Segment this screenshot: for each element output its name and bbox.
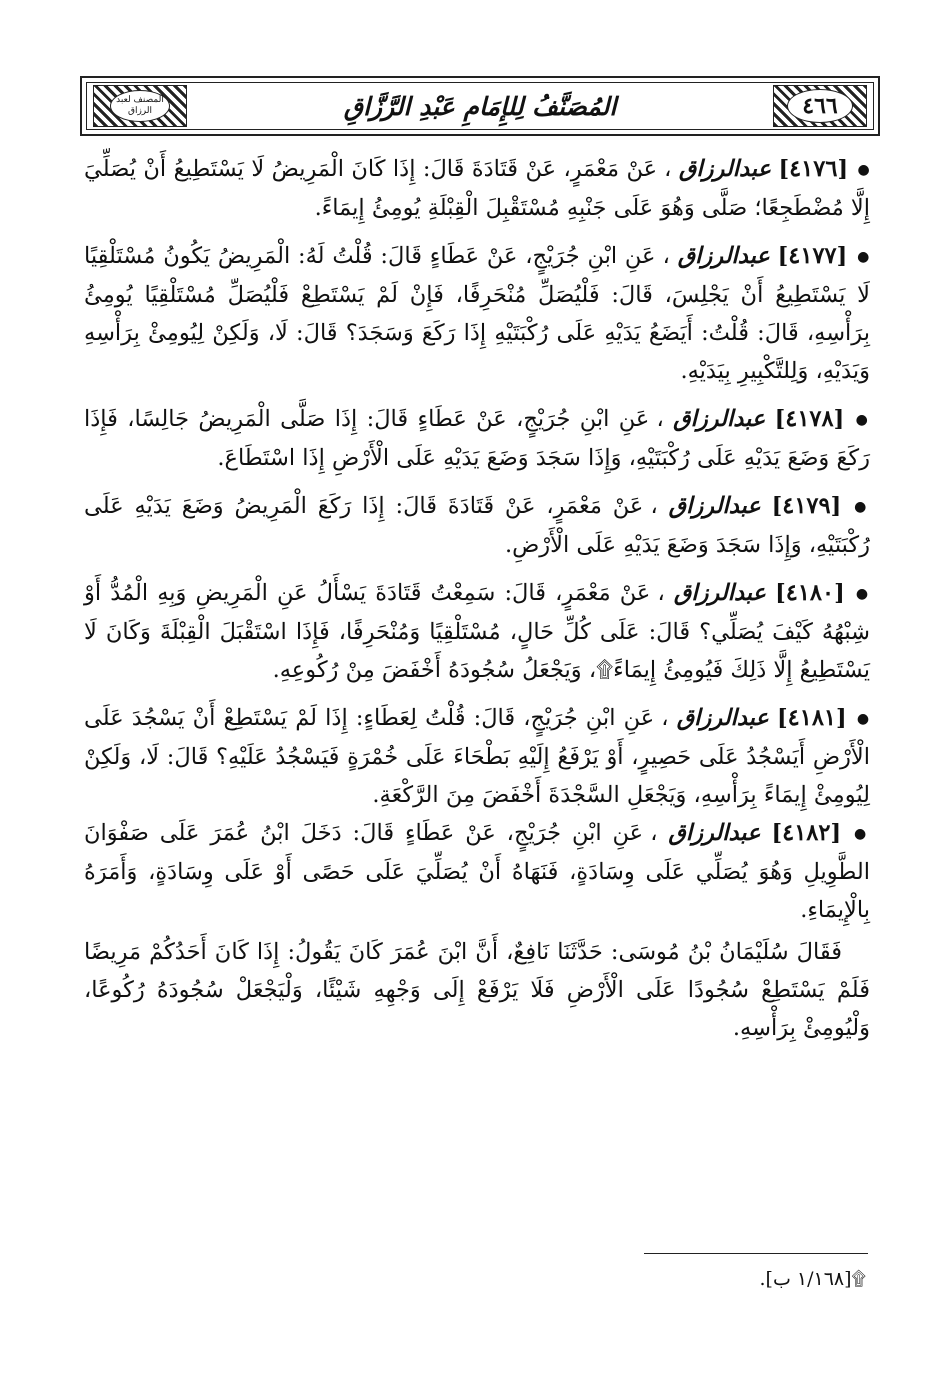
- hadith-4180: [84, 574, 870, 689]
- hadith-text: ، عَنِ ابْنِ جُرَيْجٍ، عَنْ عَطَاءٍ قَالَ: دَخَلَ ابْنُ عُمَرَ عَلَى صَفْوَانَ الطَّوِيلِ وَهُوَ يُصَلِّي عَلَى وِسَادَةٍ، فَنَهَاهُ أَنْ يُصَلِّيَ عَلَى حَصًى أَوْ عَلَى وِسَادَةٍ، وَأَمَرَهُ بِالْإِيمَاءِ.: [84, 820, 870, 923]
- book-logo: المصنف لعبد الرزاق: [110, 90, 170, 122]
- hadith-text: ، عَنِ ابْنِ جُرَيْجٍ، عَنْ عَطَاءٍ قَالَ: إِذَا صَلَّى الْمَرِيضُ جَالِسًا، فَإِذَا رَكَعَ وَضَعَ يَدَيْهِ عَلَى رُكْبَتَيْهِ، وَإِذَا سَجَدَ وَضَعَ يَدَيْهِ عَلَى الْأَرْضِ إِذَا اسْتَطَاعَ.: [84, 406, 870, 471]
- hadith-author: عبدالرزاق: [678, 156, 771, 182]
- hadith-number: [٤١٧٧]: [777, 243, 848, 269]
- page-number: ٤٦٦: [787, 89, 853, 123]
- hadith-text: ، عَنِ ابْنِ جُرَيْجٍ، قَالَ: قُلْتُ لِعَطَاءٍ: إِذَا لَمْ يَسْتَطِعْ أَنْ يَسْجُدَ عَلَى الْأَرْضِ أَيَسْجُدُ عَلَى حَصِيرٍ، أَوْ يَرْفَعُ إِلَيْهِ بَطْحَاءَ عَلَى خُمْرَةٍ فَيَسْجُدُ عَلَيْهِ؟ قَالَ: لَا، وَلَكِنْ لِيُومِئْ إِيمَاءً بِرَأْسِهِ، وَيَجْعَلِ السَّجْدَةَ أَخْفَضَ مِنَ الرَّكْعَةِ.: [84, 705, 870, 808]
- hadith-continuation: فَقَالَ سُلَيْمَانُ بْنُ مُوسَى: حَدَّثَنَا نَافِعٌ، أَنَّ ابْنَ عُمَرَ كَانَ يَقُولُ: إِذَا كَانَ أَحَدُكُمْ مَرِيضًا فَلَمْ يَسْتَطِعْ سُجُودًا عَلَى الْأَرْضِ فَلَا يَرْفَعْ إِلَى وَجْهِهِ شَيْئًا، وَلْيَجْعَلْ سُجُودَهُ رُكُوعًا، وَلْيُومِئْ بِرَأْسِهِ.: [84, 939, 870, 1041]
- logo-ornament: [93, 85, 187, 127]
- main-text: [84, 150, 870, 1047]
- hadith-number: [٤١٧٦]: [778, 156, 849, 182]
- hadith-4181: [84, 699, 870, 814]
- bullet-icon: ●: [857, 162, 871, 178]
- hadith-4176: [84, 150, 870, 227]
- hadith-author: عبدالرزاق: [673, 406, 766, 432]
- footnote-divider: [644, 1253, 868, 1254]
- hadith-number: [٤١٨٠]: [775, 580, 845, 606]
- hadith-text: ، عَنِ ابْنِ جُرَيْجٍ، عَنْ عَطَاءٍ قَالَ: قُلْتُ لَهُ: الْمَرِيضُ يَكُونُ مُسْتَلْقِيًا لَا يَسْتَطِيعُ أَنْ يَجْلِسَ، قَالَ: فَلْيُصَلِّ مُنْحَرِفًا، فَإِنْ لَمْ يَسْتَطِعْ فَلْيُصَلِّ مُسْتَلْقِيًا يُومِئُ بِرَأْسِهِ، قَالَ: قُلْتُ: أَيَضَعُ يَدَيْهِ عَلَى رُكْبَتَيْهِ إِذَا رَكَعَ وَسَجَدَ؟ قَالَ: لَا، وَلَكِنْ لِيُومِئْ بِرَأْسِهِ وَيَدَيْهِ، وَلِلتَّكْبِيرِ بِيَدَيْهِ.: [84, 243, 870, 384]
- hadith-author: عبدالرزاق: [677, 243, 770, 269]
- hadith-number: [٤١٧٨]: [774, 406, 845, 432]
- hadith-author: عبدالرزاق: [668, 820, 761, 846]
- book-title: المُصَنَّفُ لِلإِمَامِ عَبْدِ الرَّزَّاقِ: [343, 91, 617, 121]
- bullet-icon: ●: [854, 826, 871, 842]
- footnote: ۩[١/١٦٨ ب].: [759, 1268, 866, 1290]
- page-number-ornament: [773, 85, 867, 127]
- bullet-icon: ●: [855, 586, 871, 602]
- hadith-number: [٤١٨١]: [777, 705, 847, 731]
- bullet-icon: ●: [855, 412, 871, 428]
- hadith-text: ، عَنْ مَعْمَرٍ، قَالَ: سَمِعْتُ قَتَادَةَ يَسْأَلُ عَنِ الْمَرِيضِ وَبِهِ الْمُدُّ أَوْ شِبْهُهُ كَيْفَ يُصَلِّي؟ قَالَ: عَلَى كُلِّ حَالٍ، مُسْتَلْقِيًا وَمُنْحَرِفًا، فَإِذَا اسْتَقْبَلَ الْقِبْلَةَ وَكَانَ لَا يَسْتَطِيعُ إِلَّا ذَلِكَ فَيُومِئُ إِيمَاءً۩، وَيَجْعَلُ سُجُودَهُ أَخْفَضَ مِنْ رُكُوعِهِ.: [84, 580, 870, 683]
- hadith-author: عبدالرزاق: [676, 705, 769, 731]
- hadith-number: [٤١٧٩]: [771, 493, 842, 519]
- bullet-icon: ●: [854, 499, 871, 515]
- page-header: [80, 76, 880, 136]
- hadith-text: ، عَنْ مَعْمَرٍ، عَنْ قَتَادَةَ قَالَ: إِذَا رَكَعَ الْمَرِيضُ وَضَعَ يَدَيْهِ عَلَى رُكْبَتَيْهِ، وَإِذَا سَجَدَ وَضَعَ يَدَيْهِ عَلَى الْأَرْضِ.: [84, 493, 870, 558]
- hadith-4177: [84, 237, 870, 390]
- bullet-icon: ●: [857, 249, 870, 265]
- hadith-text: ، عَنْ مَعْمَرٍ، عَنْ قَتَادَةَ قَالَ: إِذَا كَانَ الْمَرِيضُ لَا يَسْتَطِيعُ أَنْ يُصَلِّيَ إِلَّا مُضْطَجِعًا؛ صَلَّى وَهُوَ عَلَى جَنْبِهِ مُسْتَقْبِلَ الْقِبْلَةِ يُومِئُ إِيمَاءً.: [84, 156, 870, 221]
- hadith-author: عبدالرزاق: [668, 493, 761, 519]
- bullet-icon: ●: [856, 711, 871, 727]
- hadith-4178: [84, 400, 870, 477]
- hadith-4182: [84, 814, 870, 1047]
- hadith-4179: [84, 487, 870, 564]
- hadith-author: عبدالرزاق: [673, 580, 766, 606]
- hadith-number: [٤١٨٢]: [771, 820, 842, 846]
